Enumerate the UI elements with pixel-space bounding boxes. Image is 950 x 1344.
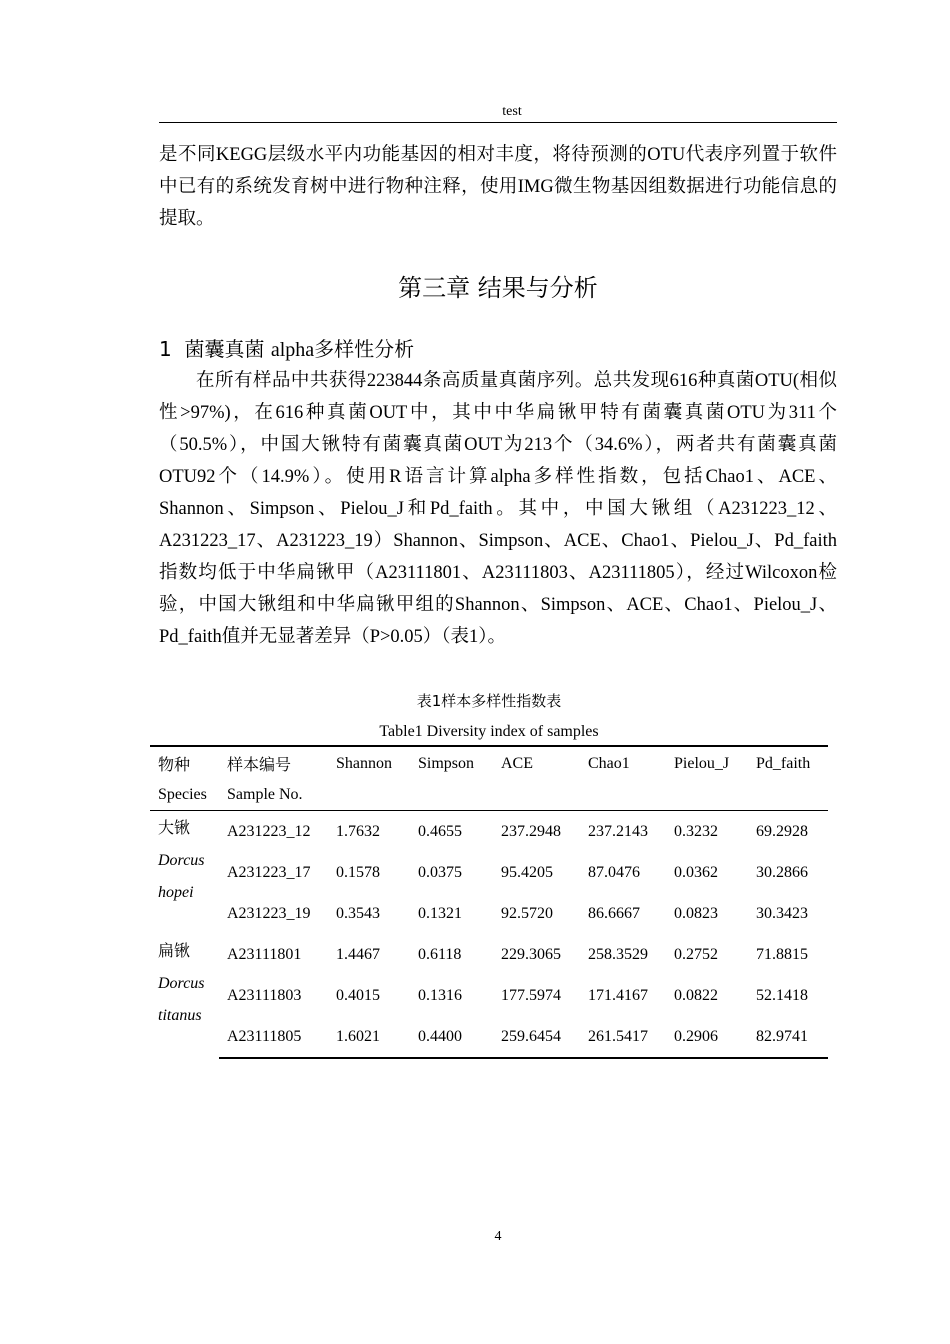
table-cell: 0.3232 bbox=[674, 822, 718, 840]
header-cell: Species bbox=[150, 780, 219, 811]
table-caption-cn: 表1样本多样性指数表 bbox=[416, 692, 562, 710]
table-row bbox=[150, 852, 828, 893]
species-cell bbox=[150, 811, 219, 935]
table-row bbox=[150, 934, 828, 975]
table-cell: 87.0476 bbox=[588, 863, 640, 881]
table-header-row-english bbox=[150, 780, 828, 811]
table-cell: 0.0823 bbox=[674, 904, 718, 922]
section-heading bbox=[159, 333, 414, 362]
table-cell: 0.2906 bbox=[666, 1016, 748, 1058]
table-cell: 86.6667 bbox=[588, 904, 640, 922]
table-cell: 258.3529 bbox=[588, 945, 648, 963]
table-cell: 92.5720 bbox=[501, 904, 553, 922]
table-cell: A23111805 bbox=[219, 1016, 328, 1058]
header-cell: 样本编号 bbox=[219, 746, 328, 780]
table-cell: 0.0822 bbox=[674, 986, 718, 1004]
species-name-cn: 扁锹 bbox=[158, 943, 191, 960]
header-cell: Pielou_J bbox=[666, 746, 748, 780]
table-cell: 69.2928 bbox=[756, 822, 808, 840]
table-cell: 171.4167 bbox=[588, 986, 648, 1004]
table-cell: 0.6118 bbox=[418, 945, 462, 963]
table-cell: 237.2948 bbox=[501, 822, 561, 840]
header-cell: Shannon bbox=[328, 746, 410, 780]
table-row bbox=[150, 811, 828, 853]
species-name-latin: titanus bbox=[158, 1007, 202, 1024]
table-cell: 0.3543 bbox=[336, 904, 380, 922]
table-row bbox=[150, 975, 828, 1016]
table-cell: 0.2752 bbox=[674, 945, 718, 963]
header-rule bbox=[159, 122, 837, 123]
table-cell: 1.4467 bbox=[336, 945, 380, 963]
header-cell: Sample No. bbox=[219, 780, 328, 811]
header-cell: Simpson bbox=[410, 746, 493, 780]
table-caption-en: Table1 Diversity index of samples bbox=[379, 723, 599, 740]
page-number: 4 bbox=[494, 1229, 502, 1244]
table-row bbox=[150, 893, 828, 934]
table-row bbox=[150, 1016, 828, 1058]
table-cell: 1.7632 bbox=[336, 822, 380, 840]
section-title-b: 多样性分析 bbox=[314, 337, 415, 361]
header-cell: Pd_faith bbox=[748, 746, 828, 780]
table-cell: 0.1316 bbox=[418, 986, 462, 1004]
table-cell: 82.9741 bbox=[748, 1016, 828, 1058]
running-header: test bbox=[502, 104, 522, 119]
chapter-title: 第三章 结果与分析 bbox=[398, 274, 598, 302]
table-cell: A231223_17 bbox=[227, 863, 311, 881]
header-cell: 物种 bbox=[150, 746, 219, 780]
table-cell: 0.1321 bbox=[418, 904, 462, 922]
table-cell: 0.4015 bbox=[336, 986, 380, 1004]
table-cell: 1.6021 bbox=[328, 1016, 410, 1058]
section-title-latin: alpha bbox=[270, 339, 315, 361]
species-name-latin: Dorcus bbox=[158, 975, 205, 992]
species-name-latin: Dorcus bbox=[158, 852, 205, 869]
table-cell: 52.1418 bbox=[756, 986, 808, 1004]
table-cell: 0.0362 bbox=[674, 863, 718, 881]
table-cell: 0.4655 bbox=[418, 822, 462, 840]
table-cell: 177.5974 bbox=[501, 986, 561, 1004]
table-cell: 71.8815 bbox=[756, 945, 808, 963]
species-name-latin: hopei bbox=[158, 884, 194, 901]
section-title-a: 菌囊真菌 bbox=[184, 337, 265, 361]
table-cell: A231223_19 bbox=[227, 904, 311, 922]
table-cell: 0.1578 bbox=[336, 863, 380, 881]
species-name-cn: 大锹 bbox=[158, 820, 191, 837]
table-cell: A23111803 bbox=[227, 986, 302, 1004]
table-cell: 259.6454 bbox=[493, 1016, 580, 1058]
table-cell: 0.4400 bbox=[410, 1016, 493, 1058]
header-cell: Chao1 bbox=[580, 746, 666, 780]
table-header-row bbox=[150, 746, 828, 780]
table-cell: 95.4205 bbox=[501, 863, 553, 881]
diversity-table bbox=[150, 745, 828, 1059]
table-cell: 261.5417 bbox=[580, 1016, 666, 1058]
table-cell: 237.2143 bbox=[588, 822, 648, 840]
intro-paragraph: 是不同KEGG层级水平内功能基因的相对丰度，将待预测的OTU代表序列置于软件中已有的系统发育树中进行物种注释，使用IMG微生物基因组数据进行功能信息的提取。 bbox=[159, 145, 837, 229]
header-cell: ACE bbox=[493, 746, 580, 780]
table-cell: 0.0375 bbox=[418, 863, 462, 881]
table-cell: A23111801 bbox=[227, 945, 302, 963]
results-paragraph: 在所有样品中共获得223844条高质量真菌序列。总共发现616种真菌OTU(相似性>97%)，在616种真菌OUT中，其中中华扁锹甲特有菌囊真菌OTU为311个（50.5%），中国大锹特有菌囊真菌OUT为213个（34.6%），两者共有菌囊真菌OTU92个（14.9%）。使用R语言计算alpha多样性指数，包括Chao1、ACE、Shannon、Simpson、Pielou_J和Pd_faith。其中，中国大锹组（A231223_12、A231223_17、A231223_19）Shannon、Simpson、ACE、Chao1、Pielou_J、Pd_faith指数均低于中华扁锹甲（A23111801、A23111803、A23111805），经过Wilcoxon检验，中国大锹组和中华扁锹甲组的Shannon、Simpson、ACE、Chao1、Pielou_J、Pd_faith值并无显著差异（P>0.05）（表1）。 bbox=[159, 371, 837, 647]
table-cell: 30.3423 bbox=[756, 904, 808, 922]
section-number: 1 bbox=[159, 337, 172, 361]
table-cell: 30.2866 bbox=[756, 863, 808, 881]
species-cell bbox=[150, 934, 219, 1058]
table-cell: 229.3065 bbox=[501, 945, 561, 963]
table-cell: A231223_12 bbox=[227, 822, 311, 840]
